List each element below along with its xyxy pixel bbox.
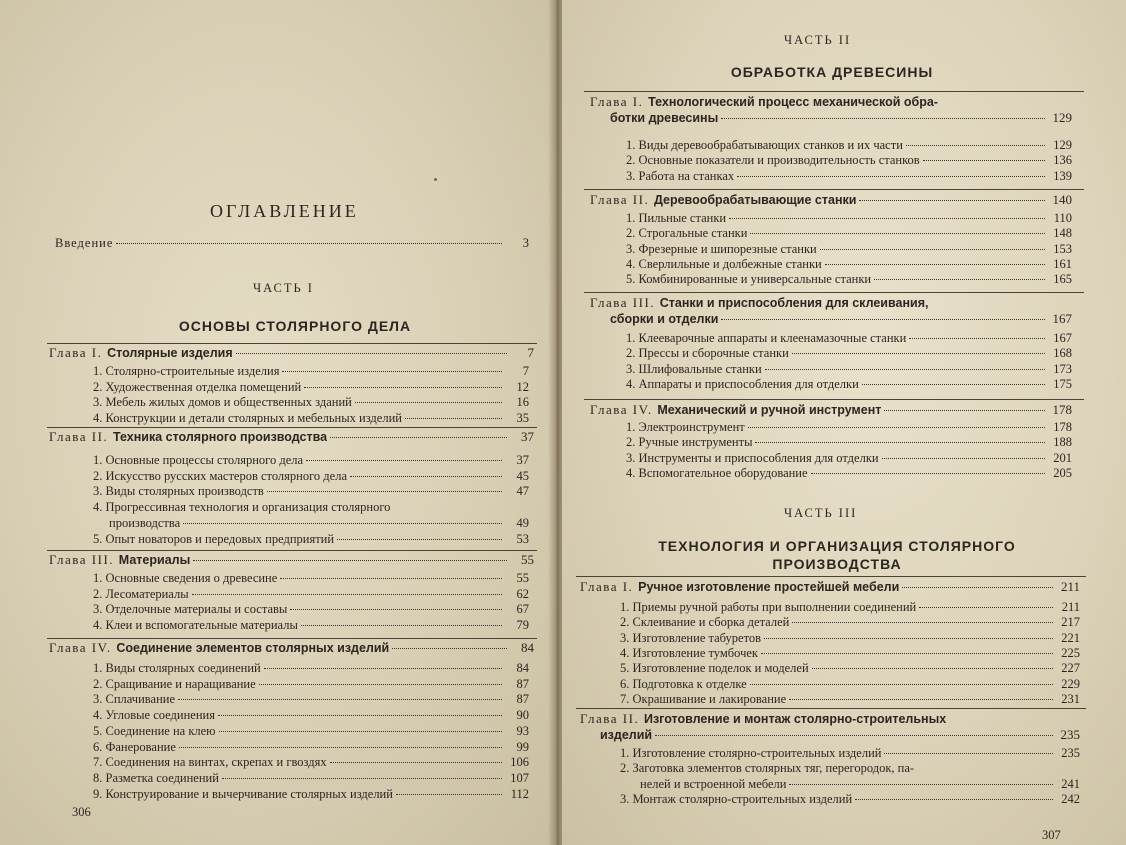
dot-leader <box>192 593 502 595</box>
page-ref: 7 <box>522 364 529 378</box>
section-entry <box>626 211 1072 225</box>
page-ref: 235 <box>1061 746 1080 760</box>
section-label: 3. Фрезерные и шипорезные станки <box>626 241 817 256</box>
chapter-heading <box>590 193 856 207</box>
dot-leader <box>222 777 502 779</box>
section-label: 2. Лесоматериалы <box>93 586 189 601</box>
chapter-rule <box>584 292 1084 293</box>
chapter-heading <box>590 95 938 109</box>
section-label: 5. Изготовление поделок и моделей <box>620 661 809 676</box>
section-entry <box>93 364 529 378</box>
page-ref: 188 <box>1053 435 1072 450</box>
page-ref: 87 <box>516 676 529 691</box>
chapter-title: Станки и приспособления для склеивания, <box>659 296 929 310</box>
dot-leader <box>219 730 502 732</box>
section-label: 5. Соединение на клею <box>93 723 216 738</box>
page-ref: 241 <box>1061 776 1080 791</box>
section-entry <box>626 377 1072 391</box>
section-entry <box>93 380 529 394</box>
chapter-number: Глава III. <box>49 553 119 567</box>
page-ref: 217 <box>1061 615 1080 630</box>
section-label: 1. Изготовление столярно-строительных изделий <box>620 746 882 760</box>
chapter-title: ботки древесины <box>610 111 719 125</box>
chapter-heading <box>580 580 899 594</box>
page-ref: 168 <box>1053 346 1072 361</box>
chapter-rule <box>47 638 537 639</box>
section-label: 2. Строгальные станки <box>626 226 748 241</box>
section-entry <box>626 257 1072 271</box>
dot-leader <box>855 798 1053 800</box>
section-entry <box>620 600 1080 614</box>
section-entry <box>620 661 1080 675</box>
page-ref: 45 <box>516 468 529 483</box>
section-label: 9. Конструирование и вычерчивание столярных изделий <box>93 786 393 801</box>
section-entry <box>620 615 1080 629</box>
part-3-title-line2: ПРОИЗВОДСТВА <box>772 556 902 572</box>
section-label: 1. Основные процессы столярного дела <box>93 453 304 467</box>
section-entry <box>626 362 1072 376</box>
page-ref: 37 <box>521 429 534 444</box>
section-entry <box>620 692 1080 706</box>
section-entry <box>93 500 529 514</box>
dot-leader <box>859 199 1045 201</box>
chapter-number: Глава I. <box>580 580 639 594</box>
page-ref: 55 <box>516 571 529 585</box>
chapter-entry <box>49 641 534 655</box>
section-label: 2. Заготовка элементов столярных тяг, перегородок, па- <box>620 761 915 776</box>
section-entry <box>109 516 529 530</box>
section-label: 5. Комбинированные и универсальные станки <box>626 272 872 287</box>
section-label: 2. Ручные инструменты <box>626 435 753 450</box>
chapter-rule <box>47 427 537 428</box>
chapter-heading <box>49 641 389 655</box>
page-ref: 47 <box>516 484 529 499</box>
part-3-label: ЧАСТЬ III <box>784 506 858 520</box>
chapter-entry <box>590 296 1010 310</box>
page-ref: 87 <box>516 692 529 707</box>
page-ref: 161 <box>1053 256 1072 271</box>
dot-leader <box>290 608 502 610</box>
section-label: 3. Инструменты и приспособления для отделки <box>626 450 879 465</box>
dot-leader <box>874 278 1045 280</box>
dot-leader <box>280 577 502 579</box>
dot-leader <box>392 647 507 649</box>
dot-leader <box>764 637 1053 639</box>
page-ref: 153 <box>1053 241 1072 256</box>
page-ref: 178 <box>1053 420 1072 434</box>
section-entry <box>93 484 529 498</box>
chapter-rule <box>584 399 1084 400</box>
chapter-title: Технологический процесс механической обра- <box>648 95 938 109</box>
section-label: 1. Столярно-строительные изделия <box>93 364 280 378</box>
section-label: 1. Клееварочные аппараты и клеенамазочные станки <box>626 331 907 345</box>
section-label: производства <box>109 515 181 530</box>
part-3-title-line1: ТЕХНОЛОГИЯ И ОРГАНИЗАЦИЯ СТОЛЯРНОГО <box>658 538 1016 554</box>
toc-entry-intro <box>55 236 529 250</box>
page-ref: 178 <box>1052 402 1072 417</box>
page-ref: 139 <box>1053 168 1072 183</box>
dot-leader <box>655 734 1053 736</box>
chapter-entry <box>49 553 534 567</box>
chapter-entry <box>610 111 1072 125</box>
section-entry <box>626 153 1072 167</box>
page-ref: 167 <box>1053 331 1072 345</box>
chapter-title: Ручное изготовление простейшей мебели <box>638 580 900 594</box>
part-2-label: ЧАСТЬ II <box>784 33 852 47</box>
section-label: 4. Вспомогательное оборудование <box>626 465 808 480</box>
chapter-title: сборки и отделки <box>610 312 719 326</box>
dot-leader <box>949 719 1023 720</box>
chapter-entry <box>590 403 1072 417</box>
dot-leader <box>917 768 1053 769</box>
chapter-entry <box>49 346 534 360</box>
section-label: 4. Конструкции и детали столярных и мебельных изделий <box>93 411 402 426</box>
chapter-entry <box>590 95 1010 109</box>
chapter-rule <box>47 343 537 344</box>
dot-leader <box>301 624 502 626</box>
dot-leader <box>906 144 1045 146</box>
section-entry <box>626 138 1072 152</box>
dot-leader <box>789 698 1053 700</box>
chapter-rule <box>47 550 537 551</box>
dot-leader <box>218 714 502 716</box>
chapter-entry <box>590 193 1072 207</box>
chapter-title: Столярные изделия <box>107 346 233 360</box>
page-ref: 35 <box>516 411 529 426</box>
dot-leader <box>792 621 1053 623</box>
section-entry <box>93 602 529 616</box>
entry-page: 3 <box>522 236 529 250</box>
section-label: 6. Подготовка к отделке <box>620 676 747 691</box>
chapter-heading <box>590 403 881 417</box>
dot-leader <box>729 217 1045 219</box>
chapter-title: Деревообрабатывающие станки <box>653 193 857 207</box>
dot-leader <box>750 232 1045 234</box>
chapter-entry <box>49 430 534 444</box>
page-ref: 37 <box>516 453 529 467</box>
dot-leader <box>761 652 1053 654</box>
entry-label: Введение <box>55 236 114 250</box>
dot-leader <box>304 386 502 388</box>
section-entry <box>93 469 529 483</box>
section-label: 3. Изготовление табуретов <box>620 630 762 645</box>
page-ref: 211 <box>1060 579 1080 594</box>
section-entry <box>93 571 529 585</box>
section-entry <box>93 618 529 632</box>
page-ref: 84 <box>521 640 534 655</box>
page-ref: 148 <box>1053 226 1072 241</box>
section-entry <box>626 435 1072 449</box>
chapter-heading <box>580 712 946 726</box>
section-entry <box>626 346 1072 360</box>
dot-leader <box>919 606 1053 608</box>
dot-leader <box>755 441 1045 443</box>
dot-leader <box>355 401 502 403</box>
page-ref: 205 <box>1053 465 1072 480</box>
chapter-title: изделий <box>600 728 653 742</box>
chapter-heading <box>49 553 190 567</box>
dot-leader <box>193 559 507 561</box>
chapter-title: Соединение элементов столярных изделий <box>116 641 390 655</box>
section-label: 3. Мебель жилых домов и общественных зданий <box>93 395 352 410</box>
page-ref: 62 <box>516 586 529 601</box>
section-label: 6. Фанерование <box>93 739 176 754</box>
dot-leader <box>178 698 502 700</box>
section-entry <box>93 661 529 675</box>
page-ref: 110 <box>1053 211 1072 225</box>
page-ref: 221 <box>1061 630 1080 645</box>
page-number: 307 <box>1042 828 1061 842</box>
chapter-entry <box>600 728 1080 742</box>
chapter-number: Глава IV. <box>590 403 658 417</box>
page-ref: 99 <box>516 739 529 754</box>
page-ref: 229 <box>1061 676 1080 691</box>
dot-leader <box>721 318 1045 320</box>
section-label: 4. Аппараты и приспособления для отделки <box>626 376 859 391</box>
section-entry <box>93 677 529 691</box>
toc-title: ОГЛАВЛЕНИЕ <box>210 201 359 221</box>
page-ref: 173 <box>1053 361 1072 376</box>
dot-leader <box>183 522 502 524</box>
page-ref: 55 <box>521 552 534 567</box>
page-ref: 211 <box>1061 600 1080 614</box>
section-label: 3. Монтаж столярно-строительных изделий <box>620 791 853 806</box>
page-ref: 231 <box>1061 691 1080 706</box>
section-label: 3. Шлифовальные станки <box>626 361 762 376</box>
page-ref: 175 <box>1053 376 1072 391</box>
section-entry <box>93 692 529 706</box>
chapter-heading <box>600 728 652 742</box>
section-entry <box>93 724 529 738</box>
section-label: 3. Работа на станках <box>626 168 735 183</box>
chapter-number: Глава I. <box>590 95 649 109</box>
page-ref: 79 <box>516 618 529 633</box>
dot-leader <box>792 352 1045 354</box>
section-label: 2. Основные показатели и производительность станков <box>626 153 920 168</box>
page-ref: 129 <box>1052 110 1072 125</box>
page-ref: 90 <box>516 708 529 723</box>
dot-leader <box>179 746 502 748</box>
section-label: 3. Отделочные материалы и составы <box>93 602 288 617</box>
section-entry <box>93 411 529 425</box>
section-entry <box>626 331 1072 345</box>
dot-leader <box>789 783 1053 785</box>
chapter-rule <box>584 91 1084 92</box>
dot-leader <box>884 752 1053 754</box>
page-ref: 167 <box>1052 311 1072 326</box>
chapter-number: Глава III. <box>590 296 660 310</box>
part-2-title: ОБРАБОТКА ДРЕВЕСИНЫ <box>730 64 934 80</box>
chapter-entry <box>610 312 1072 326</box>
dot-leader <box>267 490 502 492</box>
dot-leader <box>330 436 507 438</box>
dot-leader <box>812 667 1053 669</box>
section-entry <box>626 272 1072 286</box>
page-ref: 227 <box>1061 661 1080 676</box>
section-entry <box>626 169 1072 183</box>
dot-leader <box>902 586 1053 588</box>
dot-leader <box>862 383 1045 385</box>
section-label: 4. Изготовление тумбочек <box>620 645 758 660</box>
dot-leader <box>884 409 1045 411</box>
chapter-heading <box>590 296 928 310</box>
section-label: 4. Угловые соединения <box>93 708 215 723</box>
chapter-rule <box>576 576 1086 577</box>
section-entry <box>93 587 529 601</box>
dot-leader <box>282 370 502 372</box>
page-ref: 136 <box>1053 153 1072 168</box>
dot-leader <box>721 117 1045 119</box>
dot-leader <box>882 457 1045 459</box>
section-entry <box>620 746 1080 760</box>
section-label: нелей и встроенной мебели <box>640 776 787 791</box>
section-label: 2. Прессы и сборочные станки <box>626 346 789 361</box>
section-label: 7. Окрашивание и лакирование <box>620 691 787 706</box>
section-entry <box>626 226 1072 240</box>
page-ref: 12 <box>516 379 529 394</box>
chapter-entry <box>580 580 1080 594</box>
section-entry <box>620 631 1080 645</box>
chapter-number: Глава II. <box>580 712 644 726</box>
section-entry <box>93 771 529 785</box>
right-page <box>562 0 1126 845</box>
section-label: 1. Приемы ручной работы при выполнении соединений <box>620 600 917 614</box>
dot-leader <box>337 538 502 540</box>
dot-leader <box>931 303 983 304</box>
section-entry <box>620 761 1080 775</box>
dot-leader <box>737 175 1045 177</box>
section-label: 2. Склеивание и сборка деталей <box>620 615 790 630</box>
dot-leader <box>825 263 1045 265</box>
dot-leader <box>923 159 1045 161</box>
section-label: 1. Виды деревообрабатывающих станков и их части <box>626 138 903 152</box>
dot-leader <box>236 352 507 354</box>
paper-speck <box>434 178 437 181</box>
page-ref: 93 <box>516 723 529 738</box>
dot-leader <box>748 426 1045 428</box>
left-page <box>0 0 556 845</box>
section-label: 1. Виды столярных соединений <box>93 661 261 675</box>
dot-leader <box>350 475 502 477</box>
section-label: 4. Клеи и вспомогательные материалы <box>93 618 298 633</box>
chapter-rule <box>584 189 1084 190</box>
section-label: 1. Электроинструмент <box>626 420 745 434</box>
part-1-label: ЧАСТЬ I <box>253 281 314 295</box>
dot-leader <box>259 683 502 685</box>
section-entry <box>93 708 529 722</box>
page-ref: 165 <box>1053 272 1072 287</box>
section-label: 1. Пильные станки <box>626 211 727 225</box>
section-label: 5. Опыт новаторов и передовых предприятий <box>93 531 335 546</box>
section-entry <box>620 792 1080 806</box>
section-entry <box>626 420 1072 434</box>
page-ref: 16 <box>516 395 529 410</box>
dot-leader <box>811 472 1045 474</box>
page-ref: 225 <box>1061 645 1080 660</box>
section-entry <box>620 646 1080 660</box>
section-entry <box>93 755 529 769</box>
dot-leader <box>941 102 983 103</box>
section-label: 3. Сплачивание <box>93 692 176 707</box>
part-3-title <box>622 537 1052 573</box>
page-ref: 84 <box>516 661 529 675</box>
section-entry <box>640 777 1080 791</box>
section-entry <box>93 532 529 546</box>
section-entry <box>93 395 529 409</box>
section-entry <box>93 453 529 467</box>
dot-leader <box>750 683 1053 685</box>
dot-leader <box>820 248 1045 250</box>
page-ref: 107 <box>510 770 529 785</box>
chapter-title: Техника столярного производства <box>112 430 328 444</box>
chapter-title: Материалы <box>118 553 191 567</box>
chapter-number: Глава I. <box>49 346 108 360</box>
chapter-heading <box>610 312 718 326</box>
dot-leader <box>405 417 502 419</box>
chapter-heading <box>49 430 327 444</box>
dot-leader <box>306 459 502 461</box>
section-label: 1. Основные сведения о древесине <box>93 571 278 585</box>
page-ref: 49 <box>516 515 529 530</box>
section-label: 3. Виды столярных производств <box>93 484 264 499</box>
page-ref: 53 <box>516 531 529 546</box>
dot-leader <box>330 761 502 763</box>
chapter-number: Глава II. <box>590 193 654 207</box>
section-entry <box>626 451 1072 465</box>
section-label: 4. Сверлильные и долбежные станки <box>626 256 822 271</box>
section-label: 8. Разметка соединений <box>93 770 219 785</box>
page-ref: 235 <box>1060 727 1080 742</box>
chapter-heading <box>610 111 718 125</box>
page-ref: 242 <box>1061 791 1080 806</box>
chapter-entry <box>580 712 1050 726</box>
part-1-title: ОСНОВЫ СТОЛЯРНОГО ДЕЛА <box>178 318 412 334</box>
page-ref: 67 <box>516 602 529 617</box>
page-ref: 201 <box>1053 450 1072 465</box>
page-ref: 7 <box>527 345 534 360</box>
page-ref: 140 <box>1052 192 1072 207</box>
dot-leader <box>396 793 502 795</box>
chapter-number: Глава II. <box>49 430 113 444</box>
section-entry <box>93 787 529 801</box>
dot-leader <box>765 368 1045 370</box>
section-label: 2. Художественная отделка помещений <box>93 379 302 394</box>
section-entry <box>626 242 1072 256</box>
page-number: 306 <box>72 805 91 819</box>
section-label: 2. Сращивание и наращивание <box>93 676 256 691</box>
dot-leader <box>393 507 502 508</box>
chapter-number: Глава IV. <box>49 641 117 655</box>
section-entry <box>93 740 529 754</box>
page-ref: 106 <box>510 755 529 770</box>
page-ref: 129 <box>1053 138 1072 152</box>
chapter-heading <box>49 346 233 360</box>
section-label: 4. Прогрессивная технология и организация столярного <box>93 500 391 515</box>
dot-leader <box>264 667 502 669</box>
section-entry <box>620 677 1080 691</box>
section-entry <box>626 466 1072 480</box>
chapter-title: Механический и ручной инструмент <box>657 403 882 417</box>
section-label: 7. Соединения на винтах, скрепах и гвоздях <box>93 755 327 770</box>
section-label: 2. Искусство русских мастеров столярного дела <box>93 468 347 483</box>
dot-leader <box>909 337 1045 339</box>
chapter-rule <box>576 708 1086 709</box>
chapter-title: Изготовление и монтаж столярно-строительных <box>643 712 947 726</box>
page-ref: 112 <box>510 786 529 801</box>
